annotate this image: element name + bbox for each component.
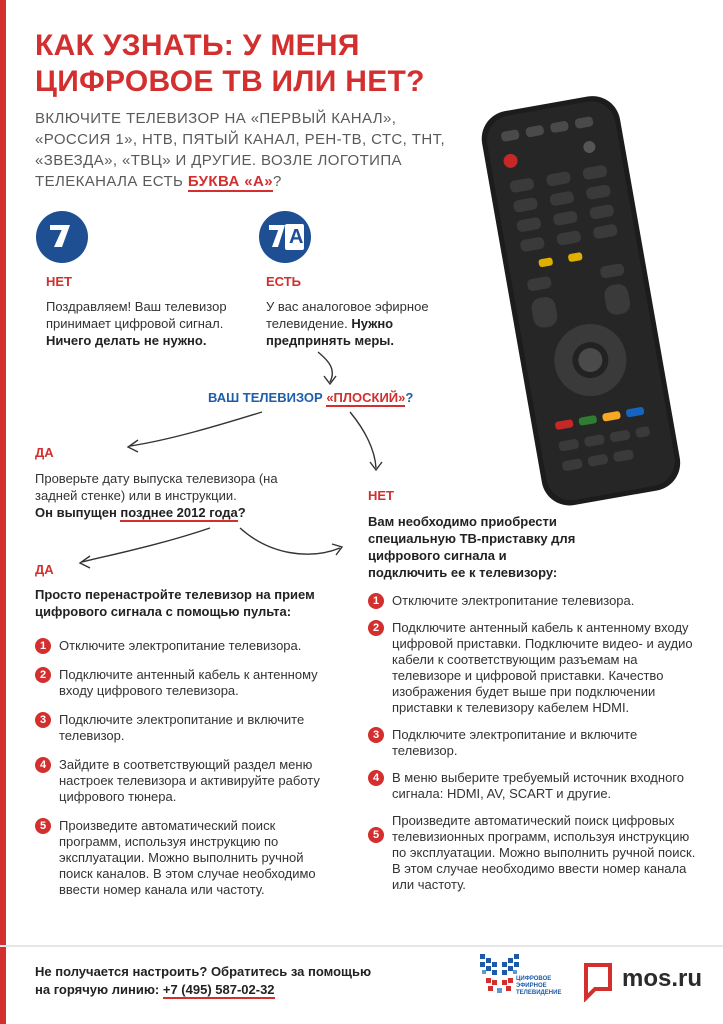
step-number: 3 — [35, 712, 51, 728]
step-text: Подключите антенный кабель к антенному входу цифрового телевизора. — [59, 667, 318, 698]
footer-hotline — [35, 963, 371, 999]
logo-text-line: ЦИФРОВОЕ — [516, 976, 552, 982]
yes2-steps — [35, 638, 335, 898]
no-letter-label: НЕТ — [46, 274, 72, 289]
yes2-step — [35, 712, 335, 744]
hotline-phone[interactable]: +7 (495) 587-02-32 — [162, 982, 275, 997]
step-text: В меню выберите требуемый источник входного сигнала: HDMI, AV, SCART и другие. — [392, 770, 684, 801]
step-number: 2 — [368, 620, 384, 636]
step-number: 1 — [368, 593, 384, 609]
no2-step — [368, 813, 698, 893]
step-text: Зайдите в соответствующий раздел меню настроек телевизора и активируйте работу цифрового тюнера. — [59, 757, 320, 804]
yes2-step — [35, 667, 335, 699]
step-text: Отключите электропитание телевизора. — [392, 593, 635, 608]
yes1-bold-prefix: Он выпущен — [35, 505, 121, 520]
step-text: Подключите электропитание и включите телевизор. — [392, 727, 638, 758]
yes2-step — [35, 818, 335, 898]
logo-text-line: ТЕЛЕВИДЕНИЕ — [516, 990, 562, 996]
yes1-bold-highlight: позднее 2012 года — [120, 505, 238, 520]
title-line-1: КАК УЗНАТЬ: У МЕНЯ — [35, 29, 360, 62]
question-flat-prefix: ВАШ ТЕЛЕВИЗОР — [208, 390, 327, 405]
question-flat-end: ? — [405, 390, 414, 405]
question-flat — [208, 390, 413, 405]
no2-step — [368, 620, 698, 716]
footer-line-2: на горячую линию: — [35, 982, 163, 997]
no-letter-body: Поздравляем! Ваш телевизор принимает цифровой сигнал. — [46, 299, 227, 331]
intro-body: ВКЛЮЧИТЕ ТЕЛЕВИЗОР НА «ПЕРВЫЙ КАНАЛ», «РОССИЯ 1», НТВ, ПЯТЫЙ КАНАЛ, РЕН-ТВ, СТС, ТНТ, «ЗВЕЗДА», «ТВЦ» И ДРУГИЕ. ВОЗЛЕ ЛОГОТИПА ТЕЛЕКАНАЛА ЕСТЬ — [35, 110, 446, 190]
no2-label: НЕТ — [368, 488, 394, 503]
yes1-label: ДА — [35, 445, 54, 460]
mos-ru-icon — [583, 962, 613, 1002]
mos-ru-label[interactable]: mos.ru — [622, 965, 703, 992]
yes1-bold-end: ? — [237, 505, 246, 520]
yes2-step — [35, 757, 335, 805]
step-text: Подключите антенный кабель к антенному входу цифровой приставки. Подключите видео- и аудио кабели к соответствующим разъемам на телевизоре и цифровой приставки. Качество изображения будет выше при подключении приставки к телевизору кабелем HDMI. — [392, 620, 693, 715]
step-text: Отключите электропитание телевизора. — [59, 638, 302, 653]
digital-tv-logo — [478, 950, 568, 1010]
yes1-text — [35, 470, 285, 521]
step-number: 3 — [368, 727, 384, 743]
yes1-body: Проверьте дату выпуска телевизора (на задней стенке) или в инструкции. — [35, 471, 278, 503]
arrow-to-yes1 — [130, 412, 262, 446]
has-letter-body: У вас аналоговое эфирное телевидение. — [266, 299, 429, 331]
has-letter-bold: Нужно предпринять меры. — [266, 316, 394, 348]
step-text: Произведите автоматический поиск программ, используя инструкцию по эксплуатации. Можно выполнить ручной поиск каналов. В этом случае необходимо ввести номер канала или частоту. — [59, 818, 316, 897]
footer-line-1: Не получается настроить? Обратитесь за помощью — [35, 964, 372, 979]
no2-step — [368, 593, 698, 609]
yes2-heading: Просто перенастройте телевизор на прием цифрового сигнала с помощью пульта: — [35, 587, 315, 619]
logo-text-line: ЭФИРНОЕ — [516, 983, 547, 989]
no2-step — [368, 770, 698, 802]
intro-end: ? — [272, 173, 282, 190]
yes2-step — [35, 638, 335, 654]
title-line-2: ЦИФРОВОЕ ТВ ИЛИ НЕТ? — [35, 65, 425, 98]
no-letter-bold: Ничего делать не нужно. — [46, 333, 207, 348]
arrow-to-no2-from-date — [240, 528, 340, 554]
step-text: Подключите электропитание и включите телевизор. — [59, 712, 305, 743]
step-number: 1 — [35, 638, 51, 654]
step-text: Произведите автоматический поиск цифровых телевизионных программ, используя инструкцию по эксплуатации. Можно выполнить ручной поиск. В этом случае необходимо ввести номер канала или частоту. — [392, 813, 696, 892]
step-number: 4 — [35, 757, 51, 773]
yes2-label: ДА — [35, 562, 54, 577]
step-number: 5 — [368, 827, 384, 843]
digital-tv-logo-text — [516, 976, 561, 997]
analog-logo-letter: А — [289, 226, 304, 248]
question-flat-highlight: «ПЛОСКИЙ» — [326, 390, 406, 405]
step-number: 5 — [35, 818, 51, 834]
no2-steps — [368, 593, 698, 893]
intro-highlight: БУКВА «А» — [187, 173, 273, 190]
arrow-to-yes2 — [82, 528, 210, 562]
step-number: 4 — [368, 770, 384, 786]
no2-step — [368, 727, 698, 759]
has-letter-label: ЕСТЬ — [266, 274, 302, 289]
arrow-to-no2 — [350, 412, 376, 468]
footer-divider — [0, 945, 723, 947]
no2-heading: Вам необходимо приобрести специальную ТВ-приставку для цифрового сигнала и подключить ее к телевизору: — [368, 514, 576, 580]
step-number: 2 — [35, 667, 51, 683]
